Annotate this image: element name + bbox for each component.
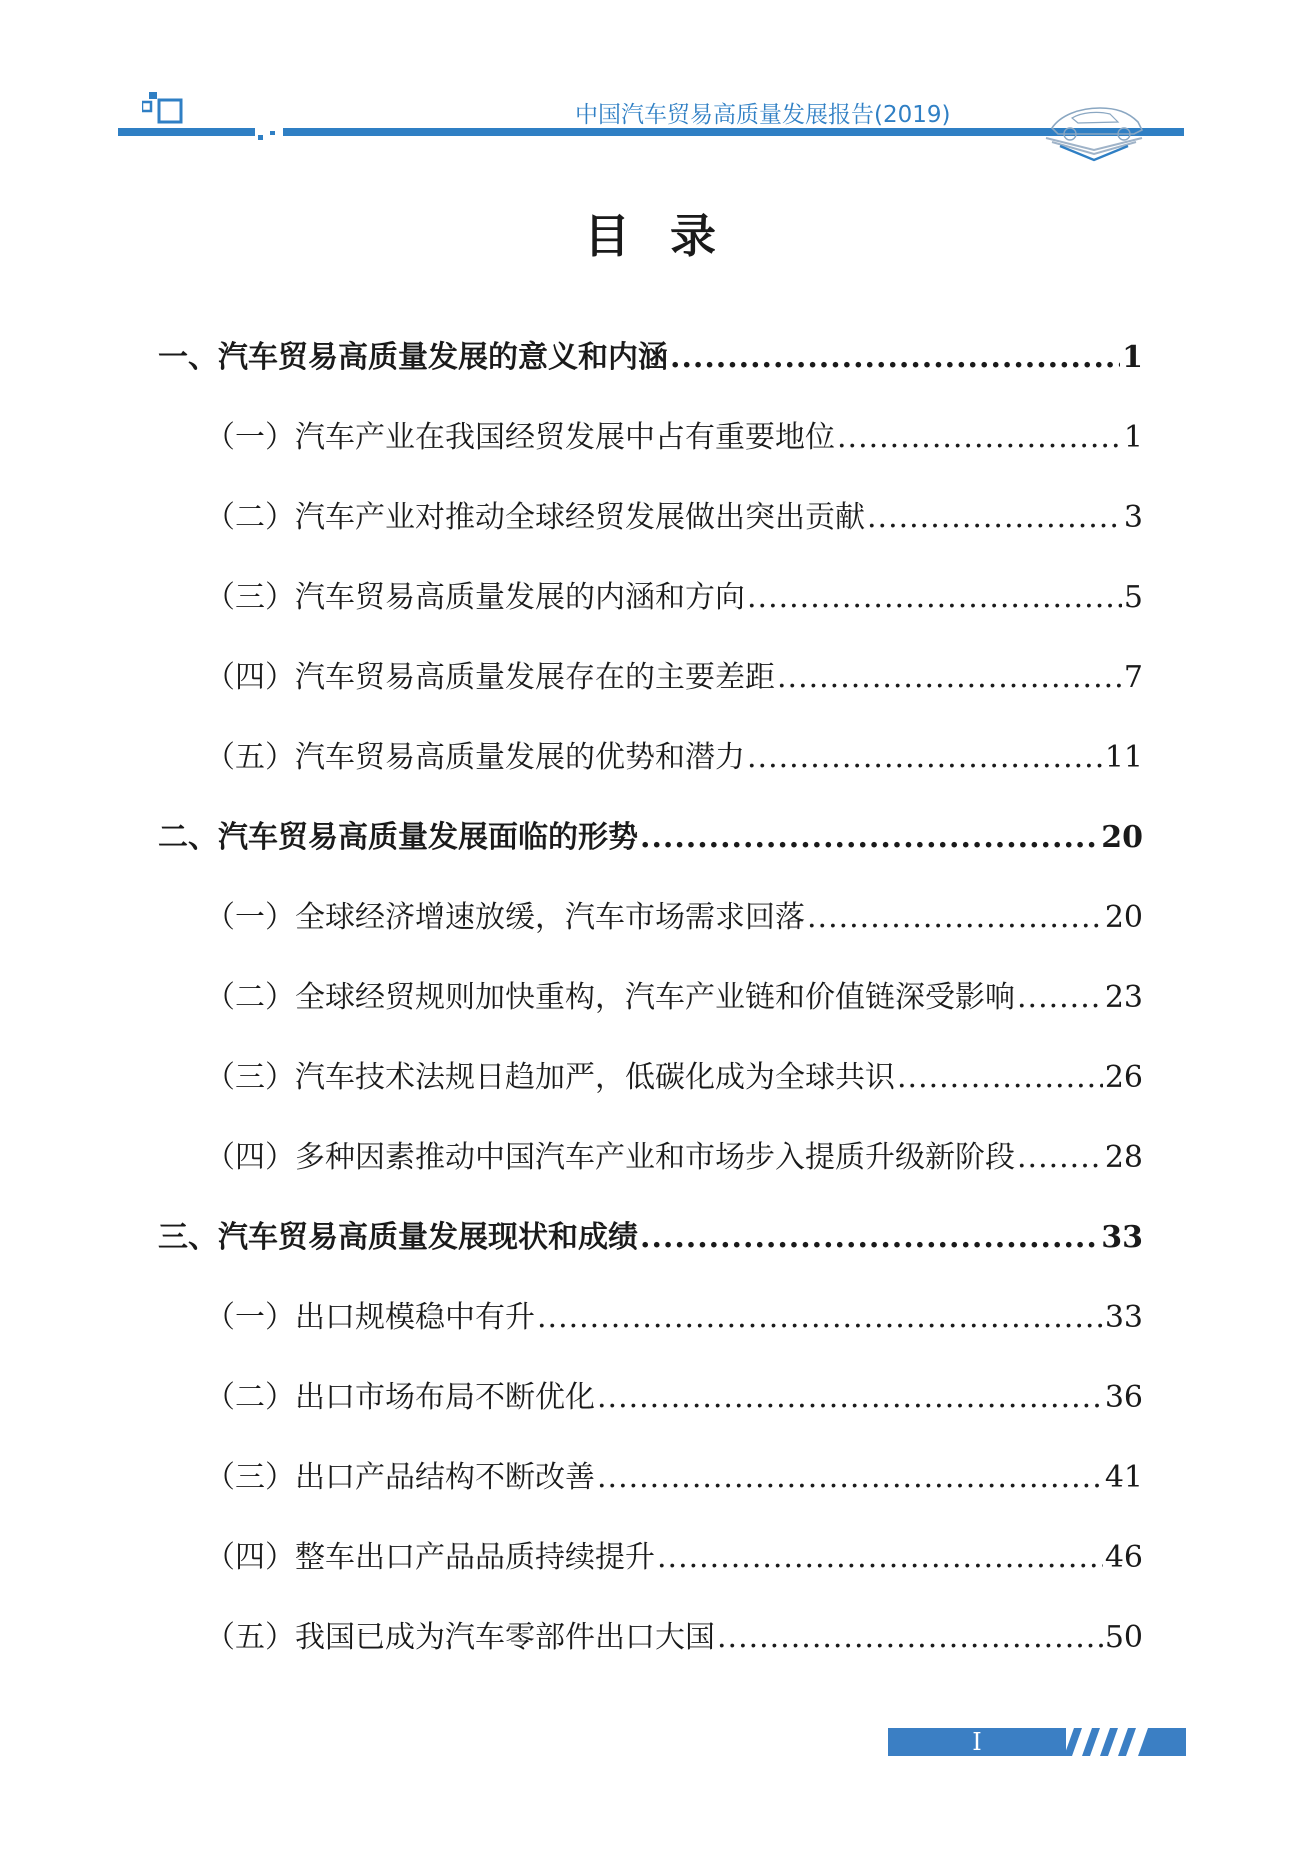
toc-leader-dots — [640, 820, 1099, 855]
toc-entry-title: （四）汽车贸易高质量发展存在的主要差距 — [205, 660, 775, 695]
toc-page-number: 33 — [1104, 1300, 1143, 1335]
toc-entry-title: （五）汽车贸易高质量发展的优势和潜力 — [205, 740, 745, 775]
car-outline-icon — [1038, 90, 1150, 162]
toc-page-number: 7 — [1123, 660, 1143, 695]
toc-page-number: 50 — [1104, 1620, 1143, 1655]
toc-leader-dots — [1017, 1140, 1103, 1175]
toc-page-number: 26 — [1104, 1060, 1143, 1095]
toc-entry-title: （五）我国已成为汽车零部件出口大国 — [205, 1620, 715, 1655]
toc-page-number: 23 — [1104, 980, 1143, 1015]
toc-page-number: 36 — [1104, 1380, 1143, 1415]
toc-page-number: 3 — [1123, 500, 1143, 535]
toc-leader-dots — [597, 1460, 1103, 1495]
toc-page-number: 28 — [1104, 1140, 1143, 1175]
toc-entry-section[interactable] — [205, 1452, 1143, 1495]
toc-entry-title: （二）汽车产业对推动全球经贸发展做出突出贡献 — [205, 500, 865, 535]
page-title: 目录 — [584, 209, 756, 263]
toc-entry-section[interactable] — [205, 1532, 1143, 1575]
toc-entry-title: 二、汽车贸易高质量发展面临的形势 — [158, 820, 638, 855]
toc-leader-dots — [807, 900, 1103, 935]
toc-entry-title: （四）整车出口产品品质持续提升 — [205, 1540, 655, 1575]
toc-entry-section[interactable] — [205, 1132, 1143, 1175]
toc-entry-title: （一）全球经济增速放缓，汽车市场需求回落 — [205, 900, 805, 935]
toc-entry-chapter[interactable] — [158, 1212, 1143, 1255]
toc-leader-dots — [670, 340, 1120, 375]
toc-leader-dots — [897, 1060, 1103, 1095]
toc-leader-dots — [747, 580, 1122, 615]
toc-entry-section[interactable] — [205, 412, 1143, 455]
toc-entry-section[interactable] — [205, 1612, 1143, 1655]
toc-page-number: 11 — [1104, 740, 1143, 775]
toc-leader-dots — [837, 420, 1122, 455]
toc-entry-section[interactable] — [205, 652, 1143, 695]
toc-entry-title: （一）汽车产业在我国经贸发展中占有重要地位 — [205, 420, 835, 455]
toc-entry-title: （四）多种因素推动中国汽车产业和市场步入提质升级新阶段 — [205, 1140, 1015, 1175]
toc-entry-section[interactable] — [205, 1052, 1143, 1095]
toc-leader-dots — [1017, 980, 1103, 1015]
toc-page-number: 46 — [1104, 1540, 1143, 1575]
toc-leader-dots — [717, 1620, 1103, 1655]
toc-page-number: 20 — [1104, 900, 1143, 935]
toc-entry-chapter[interactable] — [158, 332, 1143, 375]
toc-entry-title: （三）出口产品结构不断改善 — [205, 1460, 595, 1495]
toc-page-number: 1 — [1123, 420, 1143, 455]
toc-page-number: 1 — [1122, 340, 1143, 375]
toc-page-number: 33 — [1101, 1220, 1143, 1255]
header-rule-dot — [258, 135, 263, 140]
toc-entry-title: （一）出口规模稳中有升 — [205, 1300, 535, 1335]
toc-entry-section[interactable] — [205, 1372, 1143, 1415]
toc-page-number: 20 — [1101, 820, 1143, 855]
toc-entry-title: （三）汽车技术法规日趋加严，低碳化成为全球共识 — [205, 1060, 895, 1095]
footer-page-number: I — [972, 1728, 982, 1756]
toc-entry-section[interactable] — [205, 892, 1143, 935]
toc-leader-dots — [777, 660, 1122, 695]
toc-entry-chapter[interactable] — [158, 812, 1143, 855]
toc-entry-title: （二）出口市场布局不断优化 — [205, 1380, 595, 1415]
toc-leader-dots — [867, 500, 1122, 535]
toc-leader-dots — [747, 740, 1103, 775]
toc-page-number: 41 — [1104, 1460, 1143, 1495]
toc-leader-dots — [640, 1220, 1099, 1255]
diagonal-stripes-icon — [1062, 1728, 1186, 1756]
toc-entry-title: （二）全球经贸规则加快重构，汽车产业链和价值链深受影响 — [205, 980, 1015, 1015]
toc-leader-dots — [657, 1540, 1103, 1575]
toc-page-number: 5 — [1123, 580, 1143, 615]
toc-leader-dots — [537, 1300, 1103, 1335]
toc-entry-section[interactable] — [205, 1292, 1143, 1335]
squares-logo-icon — [142, 90, 184, 126]
toc-entry-title: 一、汽车贸易高质量发展的意义和内涵 — [158, 340, 668, 375]
toc-leader-dots — [597, 1380, 1103, 1415]
toc-entry-section[interactable] — [205, 732, 1143, 775]
header-title: 中国汽车贸易高质量发展报告(2019) — [575, 102, 951, 128]
toc-entry-title: （三）汽车贸易高质量发展的内涵和方向 — [205, 580, 745, 615]
toc-entry-title: 三、汽车贸易高质量发展现状和成绩 — [158, 1220, 638, 1255]
header-rule-dot — [270, 131, 275, 135]
toc-entry-section[interactable] — [205, 492, 1143, 535]
toc-entry-section[interactable] — [205, 972, 1143, 1015]
toc-entry-section[interactable] — [205, 572, 1143, 615]
